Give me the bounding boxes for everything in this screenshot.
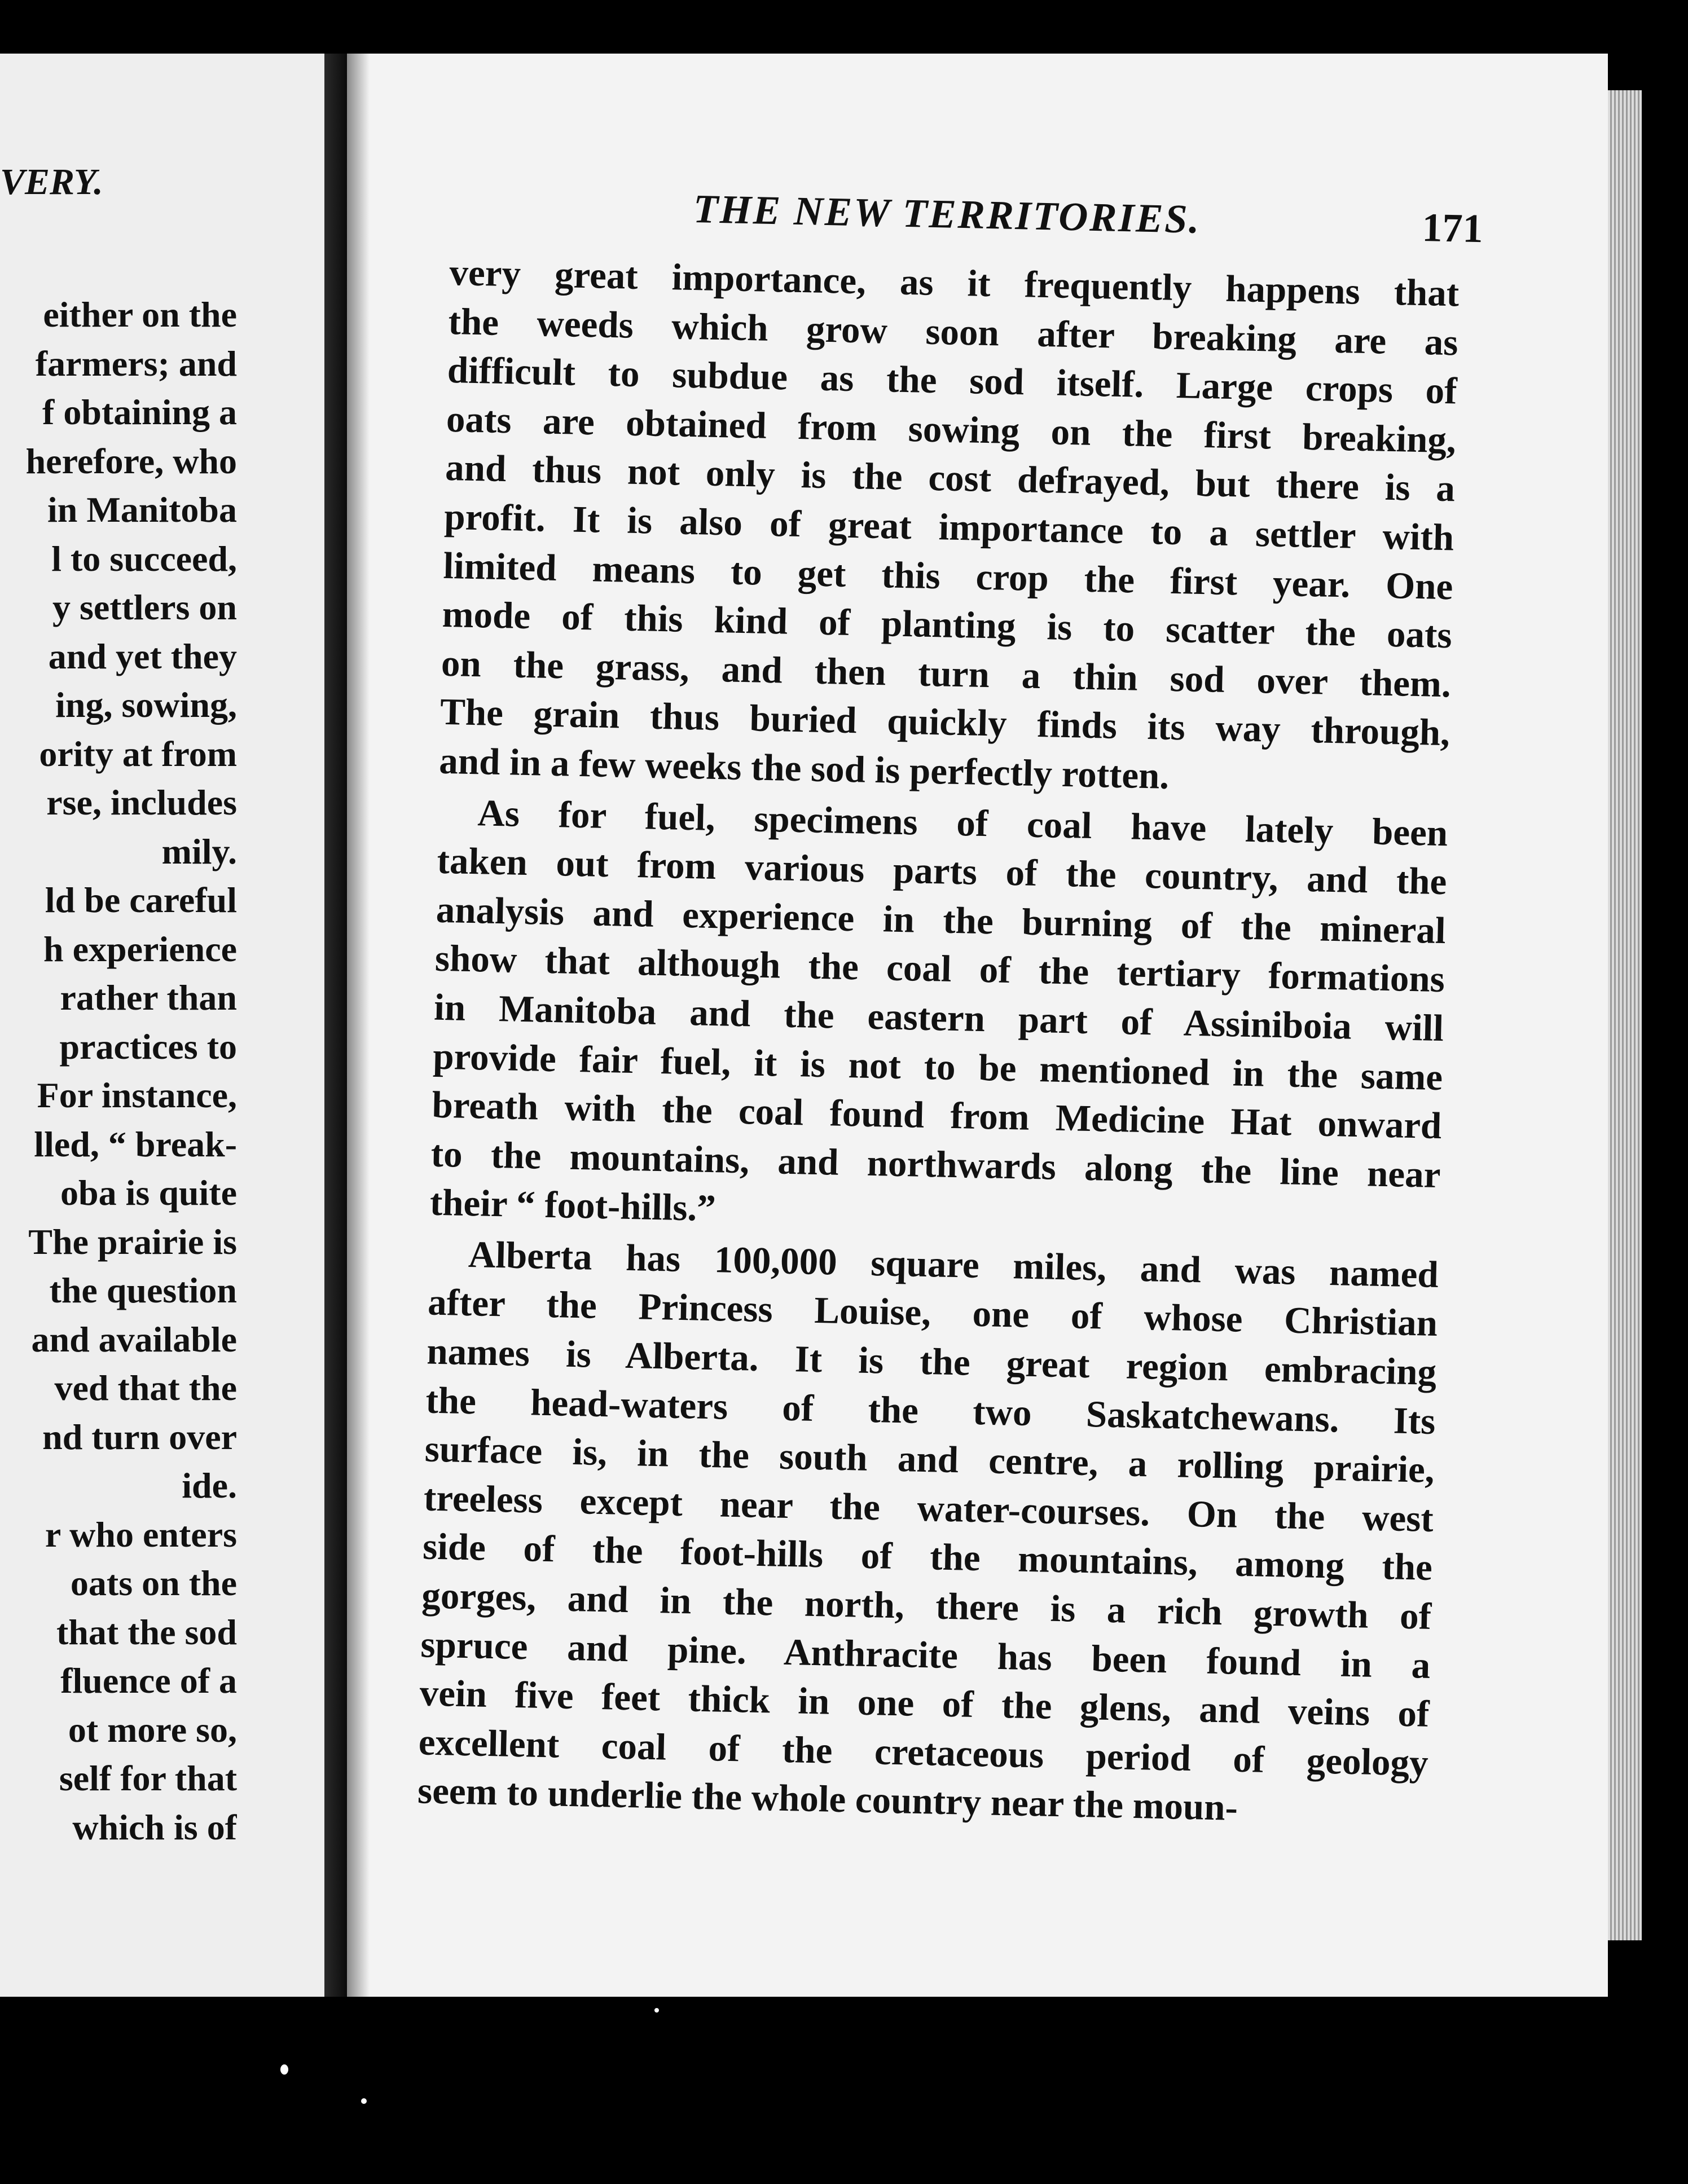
text-line: on the grass, and then turn a thin sod over them.	[441, 642, 1452, 706]
left-page-line: herefore, who	[25, 441, 237, 481]
text-line: taken out from various parts of the country, and the	[436, 839, 1448, 903]
scan-speck	[280, 2064, 288, 2075]
text-line: in Manitoba and the eastern part of Assiniboia will	[433, 986, 1444, 1050]
text-line: Alberta has 100,000 square miles, and was named	[468, 1233, 1439, 1296]
text-line: their “ foot-hills.”	[429, 1181, 716, 1230]
left-page	[0, 54, 333, 1997]
left-page-line: which is of	[72, 1807, 237, 1847]
left-page-line: the question	[49, 1270, 237, 1310]
running-title: THE NEW TERRITORIES.	[693, 186, 1202, 242]
left-page-line: and available	[31, 1319, 237, 1359]
left-page-line: For instance,	[37, 1075, 237, 1115]
right-page-text-block	[417, 180, 1484, 1837]
scan-speck	[654, 2008, 659, 2013]
text-line: after the Princess Louise, one of whose Christian	[427, 1282, 1438, 1345]
left-page-line: and yet they	[48, 636, 237, 676]
left-page-line: either on the	[43, 294, 237, 334]
left-page-line: ing, sowing,	[55, 685, 237, 725]
left-page-line: fluence of a	[60, 1661, 237, 1701]
left-page-line: rse, includes	[46, 782, 237, 822]
text-line: difficult to subdue as the sod itself. Large crops of	[447, 349, 1458, 412]
left-page-line: in Manitoba	[47, 490, 237, 530]
text-line: very great importance, as it frequently happens that	[449, 251, 1460, 315]
text-line: profit. It is also of great importance to a settler with	[443, 495, 1454, 559]
left-page-line: ot more so,	[68, 1709, 237, 1750]
left-running-head-fragment: VERY.	[0, 161, 103, 202]
gutter-shadow	[347, 54, 370, 1997]
text-line: The grain thus buried quickly finds its way through,	[439, 691, 1450, 754]
text-line: As for fuel, specimens of coal have lately been	[477, 791, 1448, 854]
text-line: mode of this kind of planting is to scatter the oats	[442, 593, 1453, 657]
left-page-line: that the sod	[56, 1611, 237, 1652]
text-line: to the mountains, and northwards along the line near	[430, 1133, 1441, 1196]
left-page-line: The prairie is	[28, 1221, 237, 1262]
left-page-line: self for that	[59, 1758, 237, 1798]
left-page-line: practices to	[59, 1026, 237, 1067]
text-line: and thus not only is the cost defrayed, but there is a	[445, 447, 1456, 510]
text-line: limited means to get this crop the first year. One	[442, 544, 1454, 607]
text-line: surface is, in the south and centre, a rolling prairie,	[424, 1428, 1435, 1491]
left-page-line: lled, “ break-	[34, 1124, 237, 1164]
left-page-line: f obtaining a	[42, 392, 237, 432]
text-line: analysis and experience in the burning of the mineral	[436, 888, 1447, 952]
left-page-line: oats on the	[70, 1563, 237, 1603]
page-edges	[1608, 90, 1642, 1940]
text-line: the head-waters of the two Saskatchewans. Its	[425, 1379, 1436, 1442]
scan-speck	[361, 2098, 367, 2104]
left-page-line: rather than	[60, 977, 237, 1018]
text-line: breath with the coal found from Medicine Hat onward	[431, 1084, 1443, 1147]
left-page-line: mily.	[161, 831, 237, 871]
left-page-line: ld be careful	[45, 880, 237, 920]
left-page-line: nd turn over	[42, 1416, 237, 1457]
text-line: side of the foot-hills of the mountains, among the	[422, 1525, 1433, 1589]
text-line: oats are obtained from sowing on the first breaking,	[446, 398, 1457, 461]
left-page-line: ide.	[182, 1465, 237, 1505]
page-number: 171	[1421, 205, 1484, 252]
left-running-head	[0, 161, 316, 212]
left-page-line: r who enters	[45, 1514, 237, 1555]
text-line: show that although the coal of the tertiary formations	[434, 937, 1445, 1001]
text-line: and in a few weeks the sod is perfectly rotten.	[438, 739, 1170, 797]
text-line: gorges, and in the north, there is a rich growth of	[421, 1574, 1432, 1637]
body-text	[417, 248, 1460, 1837]
text-line: names is Alberta. It is the great region embracing	[426, 1330, 1437, 1394]
left-page-line: l to succeed,	[51, 538, 237, 579]
text-line: spruce and pine. Anthracite has been found in a	[420, 1623, 1431, 1687]
paragraph	[417, 1229, 1439, 1836]
text-line: the weeds which grow soon after breaking are as	[447, 300, 1459, 364]
book-gutter	[324, 54, 347, 1997]
left-page-line: ority at from	[39, 733, 237, 774]
text-line: provide fair fuel, it is not to be mentioned in the same	[432, 1035, 1443, 1098]
left-page-line: y settlers on	[52, 587, 237, 627]
text-line: seem to underlie the whole country near the moun-	[417, 1769, 1238, 1829]
text-line: treeless except near the water-courses. On the west	[423, 1477, 1434, 1540]
left-page-line: oba is quite	[60, 1173, 237, 1213]
left-page-line: farmers; and	[35, 343, 237, 384]
left-page-line: h experience	[43, 928, 237, 969]
paragraph	[439, 248, 1460, 807]
paragraph	[429, 787, 1448, 1248]
left-page-line: ved that the	[54, 1368, 237, 1408]
left-page-text	[0, 290, 237, 1852]
text-line: excellent coal of the cretaceous period of geology	[418, 1721, 1429, 1784]
text-line: vein five feet thick in one of the glens, and veins of	[419, 1672, 1430, 1736]
